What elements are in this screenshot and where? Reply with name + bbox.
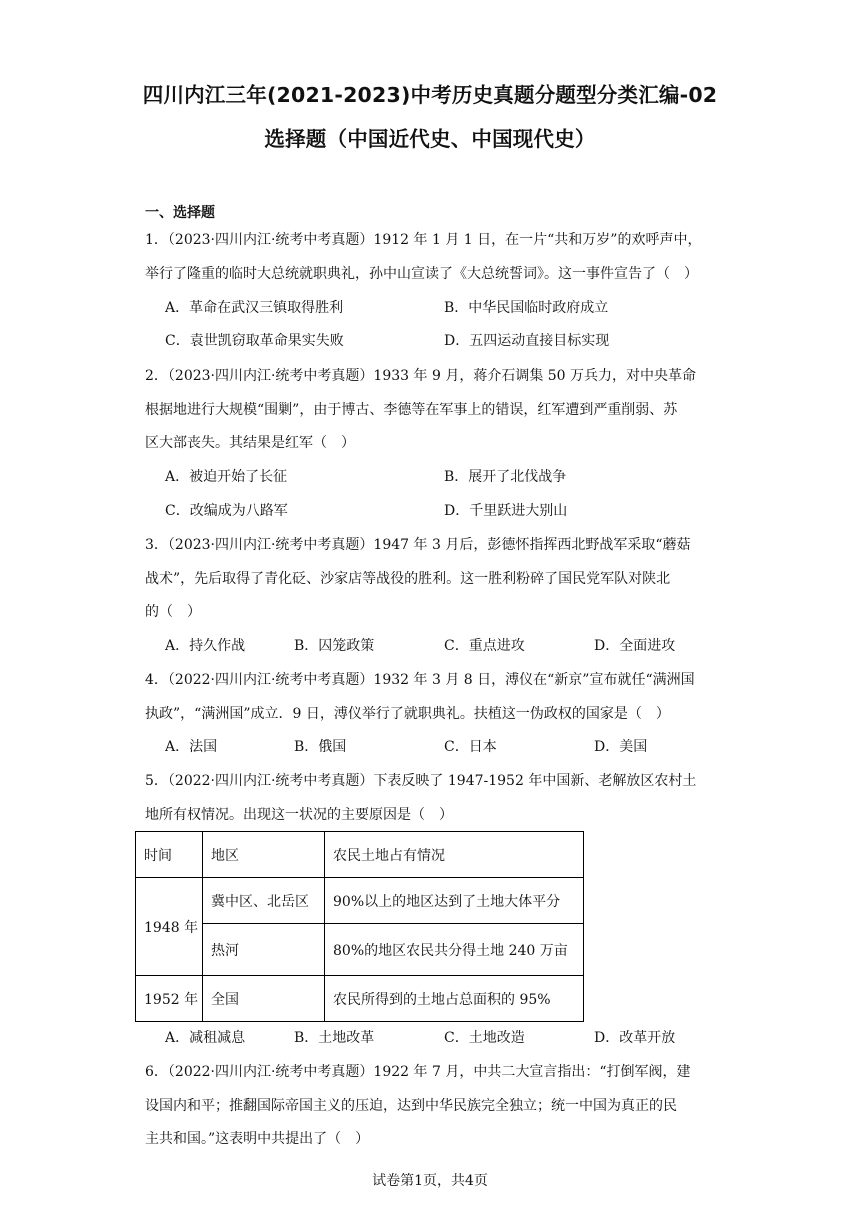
- question-2-option-d: D．千里跃进大别山: [444, 503, 568, 519]
- question-2-line-1: 2．（2023·四川内江·统考中考真题）1933 年 9 月，蒋介石调集 50 万兵力，对中央革命: [145, 368, 697, 384]
- question-6-line-3: 主共和国。”这表明中共提出了（ ）: [145, 1131, 370, 1147]
- question-4-option-d: D．美国: [594, 739, 648, 755]
- document-title-line-1: 四川内江三年(2021-2023)中考历史真题分题型分类汇编-02: [142, 83, 718, 107]
- question-4-option-a: A．法国: [165, 739, 218, 755]
- question-4-option-b: B．俄国: [294, 739, 347, 755]
- question-3-option-b: B．囚笼政策: [294, 638, 375, 654]
- question-1-line-2: 举行了隆重的临时大总统就职典礼，孙中山宣读了《大总统誓词》。这一事件宣告了（ ）: [145, 266, 698, 282]
- table-row: [136, 924, 584, 976]
- question-1-option-b: B．中华民国临时政府成立: [444, 300, 609, 316]
- table-cell-year: 1952 年: [136, 976, 203, 1022]
- land-ownership-table: [135, 831, 584, 1022]
- question-3-option-a: A．持久作战: [165, 638, 246, 654]
- question-1-option-c: C．袁世凯窃取革命果实失败: [165, 333, 344, 349]
- table-cell-region: 冀中区、北岳区: [203, 878, 325, 924]
- table-header-cell: 地区: [203, 832, 325, 878]
- question-1-line-1: 1．（2023·四川内江·统考中考真题）1912 年 1 月 1 日，在一片“共和万岁”的欢呼声中，: [145, 232, 702, 248]
- question-3-line-2: 战术”，先后取得了青化砭、沙家店等战役的胜利。这一胜利粉碎了国民党军队对陕北: [145, 571, 671, 587]
- question-3-line-3: 的（ ）: [145, 604, 201, 620]
- question-6-line-1: 6．（2022·四川内江·统考中考真题）1922 年 7 月，中共二大宣言指出：“打倒军阀，建: [145, 1064, 691, 1080]
- document-title-line-2: 选择题（中国近代史、中国现代史）: [264, 127, 596, 151]
- question-3-line-1: 3．（2023·四川内江·统考中考真题）1947 年 3 月后，彭德怀指挥西北野战军采取“蘑菇: [145, 537, 691, 553]
- question-2-option-b: B．展开了北伐战争: [444, 469, 567, 485]
- question-2-option-c: C．改编成为八路军: [165, 503, 288, 519]
- table-row: [136, 878, 584, 924]
- table-cell-status: 农民所得到的土地占总面积的 95%: [325, 976, 584, 1022]
- table-header-cell: 农民土地占有情况: [325, 832, 584, 878]
- question-5-line-2: 地所有权情况。出现这一状况的主要原因是（ ）: [145, 807, 453, 823]
- question-3-option-c: C．重点进攻: [444, 638, 525, 654]
- table-cell-region: 全国: [203, 976, 325, 1022]
- table-cell-region: 热河: [203, 924, 325, 976]
- section-heading: 一、选择题: [145, 205, 215, 221]
- table-cell-status: 80%的地区农民共分得土地 240 万亩: [325, 924, 584, 976]
- table-row: [136, 976, 584, 1022]
- question-3-option-d: D．全面进攻: [594, 638, 676, 654]
- question-1-option-d: D．五四运动直接目标实现: [444, 333, 610, 349]
- question-4-line-1: 4．（2022·四川内江·统考中考真题）1932 年 3 月 8 日，溥仪在“新京”宣布就任“满洲国: [145, 672, 695, 688]
- question-4-option-c: C．日本: [444, 739, 497, 755]
- question-5-option-b: B．土地改革: [294, 1030, 375, 1046]
- question-2-line-3: 区大部丧失。其结果是红军（ ）: [145, 435, 355, 451]
- table-cell-year: 1948 年: [136, 878, 203, 976]
- question-6-line-2: 设国内和平；推翻国际帝国主义的压迫，达到中华民族完全独立；统一中国为真正的民: [145, 1098, 677, 1114]
- table-header-row: [136, 832, 584, 878]
- question-2-option-a: A．被迫开始了长征: [165, 469, 288, 485]
- table-cell-status: 90%以上的地区达到了土地大体平分: [325, 878, 584, 924]
- page-footer: 试卷第1页，共4页: [372, 1173, 488, 1189]
- question-4-line-2: 执政”，“满洲国”成立．9 日，溥仪举行了就职典礼。扶植这一伪政权的国家是（ ）: [145, 706, 670, 722]
- question-5-option-d: D．改革开放: [594, 1030, 676, 1046]
- question-5-line-1: 5．（2022·四川内江·统考中考真题）下表反映了 1947-1952 年中国新、老解放区农村土: [145, 773, 697, 789]
- question-5-option-a: A．减租减息: [165, 1030, 246, 1046]
- question-2-line-2: 根据地进行大规模“围剿”，由于博古、李德等在军事上的错误，红军遭到严重削弱、苏: [145, 402, 678, 418]
- question-1-option-a: A．革命在武汉三镇取得胜利: [165, 300, 344, 316]
- question-5-option-c: C．土地改造: [444, 1030, 525, 1046]
- table-header-cell: 时间: [136, 832, 203, 878]
